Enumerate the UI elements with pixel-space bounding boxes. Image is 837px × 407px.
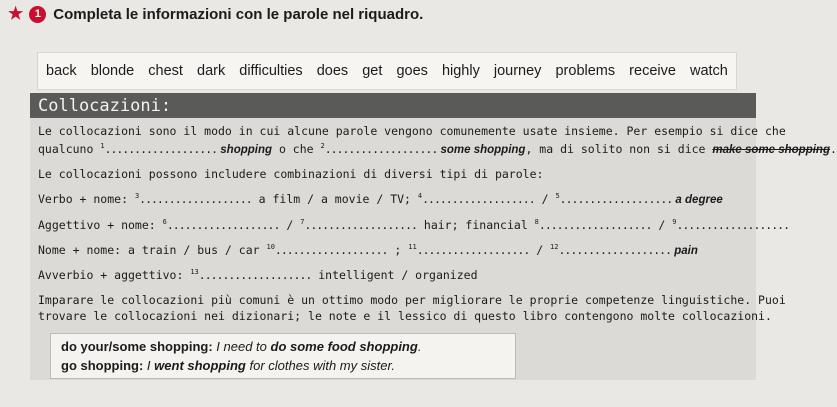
example-term: go shopping: bbox=[61, 358, 144, 373]
word-item: back bbox=[46, 63, 77, 79]
text-fragment: / bbox=[534, 192, 556, 206]
example-highlight: went shopping bbox=[154, 358, 246, 373]
adj-noun-line bbox=[38, 218, 789, 232]
text-fragment: shopping bbox=[217, 144, 273, 156]
blank-number: 12 bbox=[550, 243, 559, 252]
text-fragment: ; bbox=[387, 243, 409, 257]
text-fragment: o che bbox=[272, 142, 321, 156]
blank: ................... bbox=[422, 192, 535, 206]
exercise-title bbox=[8, 4, 423, 24]
text-fragment: some shopping bbox=[437, 144, 526, 156]
blank: ................... bbox=[166, 218, 280, 232]
text-fragment: a film / a movie / TV; bbox=[251, 192, 418, 206]
text-fragment: , ma di solito non si dice bbox=[525, 142, 713, 156]
blank-number: 13 bbox=[190, 268, 199, 277]
intro-line-1: Le collocazioni sono il modo in cui alcune parole vengono comunemente usate insieme. Per esempio si dice che bbox=[38, 124, 786, 138]
example-highlight: do some food shopping bbox=[270, 339, 418, 354]
text-fragment: intelligent / organized bbox=[311, 268, 478, 282]
example-term: do your/some shopping: bbox=[61, 339, 213, 354]
example-row bbox=[61, 358, 505, 373]
word-item: journey bbox=[493, 63, 542, 79]
blank-number: 2 bbox=[320, 142, 325, 151]
blank: ................... bbox=[104, 142, 218, 156]
struck-text: make some shopping bbox=[712, 144, 830, 156]
text-fragment: qualcuno bbox=[38, 142, 101, 156]
word-item: get bbox=[362, 63, 383, 79]
blank: ................... bbox=[304, 218, 417, 232]
word-item: chest bbox=[148, 63, 183, 79]
text-fragment: Nome + nome: a train / bus / car bbox=[38, 243, 267, 257]
blank: ................... bbox=[676, 218, 790, 232]
example-text: . bbox=[417, 339, 422, 354]
intro-line-2 bbox=[38, 142, 837, 156]
example-text: I need to bbox=[212, 339, 271, 354]
text-fragment: Avverbio + aggettivo: bbox=[38, 268, 191, 282]
exercise-instruction: Completa le informazioni con le parole nel riquadro. bbox=[53, 5, 424, 23]
blank-number: 3 bbox=[134, 192, 140, 201]
outro-line-1: Imparare le collocazioni più comuni è un ottimo modo per migliorare le proprie competenze linguistiche. Puoi bbox=[38, 293, 786, 307]
blank: ................... bbox=[416, 243, 530, 257]
word-box bbox=[37, 52, 737, 90]
word-item: blonde bbox=[90, 63, 135, 79]
word-item: dark bbox=[197, 63, 226, 79]
noun-noun-line bbox=[38, 243, 698, 257]
text-fragment: / bbox=[651, 218, 673, 232]
text-fragment: hair; financial bbox=[416, 218, 535, 232]
blank: ................... bbox=[198, 268, 312, 282]
exercise-number: 1 bbox=[29, 6, 46, 23]
word-item: receive bbox=[629, 63, 676, 79]
text-fragment: / bbox=[529, 243, 551, 257]
blank-number: 1 bbox=[100, 142, 105, 151]
blank-number: 5 bbox=[555, 192, 560, 201]
word-item: highly bbox=[441, 63, 480, 79]
blank: ................... bbox=[139, 192, 252, 206]
word-item: does bbox=[316, 63, 349, 79]
word-item: goes bbox=[396, 63, 428, 79]
blank-number: 9 bbox=[672, 218, 677, 227]
text-fragment: / bbox=[279, 218, 301, 232]
blank: ................... bbox=[558, 243, 672, 257]
verb-noun-line bbox=[38, 192, 723, 206]
word-item: difficulties bbox=[239, 63, 303, 79]
blank: ................... bbox=[274, 243, 388, 257]
text-fragment: . bbox=[829, 142, 837, 156]
word-item: watch bbox=[689, 63, 728, 79]
example-row bbox=[61, 339, 505, 354]
blank-number: 11 bbox=[408, 243, 417, 252]
blank-number: 6 bbox=[162, 218, 167, 227]
blank: ................... bbox=[324, 142, 438, 156]
star-icon: ★ bbox=[8, 4, 24, 23]
blank: ................... bbox=[538, 218, 652, 232]
blank-number: 10 bbox=[266, 243, 275, 252]
text-fragment: pain bbox=[671, 245, 698, 257]
example-text: for clothes with my sister. bbox=[245, 358, 395, 373]
section-title: Collocazioni: bbox=[38, 95, 172, 116]
combos-intro: Le collocazioni possono includere combinazioni di diversi tipi di parole: bbox=[38, 167, 544, 181]
text-fragment: Aggettivo + nome: bbox=[38, 218, 163, 232]
blank-number: 8 bbox=[534, 218, 539, 227]
blank: ................... bbox=[559, 192, 673, 206]
section-header bbox=[30, 93, 756, 118]
outro-line-2: trovare le collocazioni nei dizionari; le note e il lessico di questo libro contengono molte collocazioni. bbox=[38, 309, 772, 323]
text-fragment: a degree bbox=[672, 194, 723, 206]
example-text: I bbox=[143, 358, 155, 373]
blank-number: 4 bbox=[417, 192, 423, 201]
adv-adj-line bbox=[38, 268, 478, 282]
word-item: problems bbox=[555, 63, 616, 79]
text-fragment: Verbo + nome: bbox=[38, 192, 135, 206]
blank-number: 7 bbox=[300, 218, 305, 227]
example-box bbox=[50, 333, 516, 379]
